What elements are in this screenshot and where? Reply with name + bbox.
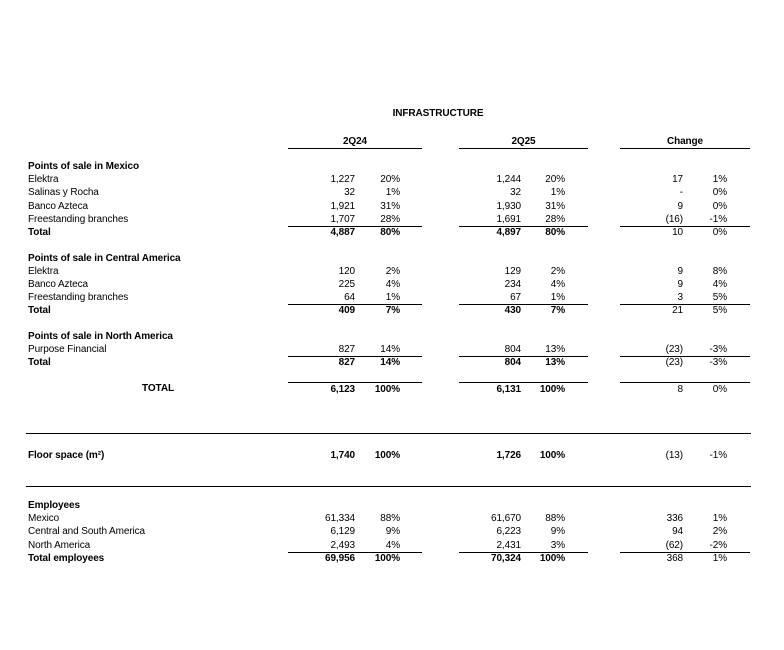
cell-value: 409 — [338, 305, 355, 316]
cell-value: 1,930 — [496, 200, 521, 212]
section-title: Points of sale in North America — [28, 331, 173, 342]
cell-percent: 9% — [385, 526, 400, 537]
cell-percent: 7% — [385, 305, 400, 316]
section-title: Employees — [28, 499, 80, 511]
cell-value: 1,707 — [330, 214, 355, 225]
cell-value: 430 — [504, 305, 521, 316]
cell-percent: -3% — [709, 344, 727, 355]
cell-value: 6,129 — [330, 526, 355, 537]
section-header-employees — [0, 499, 784, 512]
cell-percent: 100% — [539, 450, 565, 461]
row-label: Mexico — [28, 513, 60, 524]
row-label: Total — [28, 357, 51, 368]
cell-value: 368 — [666, 552, 683, 564]
row-label: Banco Azteca — [28, 200, 88, 212]
cell-value: 61,670 — [491, 513, 521, 524]
cell-percent: 0% — [712, 227, 727, 238]
cell-value: 61,334 — [325, 513, 355, 524]
cell-value: 70,324 — [491, 552, 521, 564]
cell-value: 94 — [672, 526, 683, 537]
cell-percent: 20% — [545, 174, 565, 185]
section-title: Points of sale in Mexico — [28, 160, 139, 172]
cell-value: (23) — [665, 344, 683, 355]
cell-percent: -1% — [709, 450, 727, 461]
section-header-central-america — [0, 252, 784, 265]
cell-value: 804 — [504, 344, 521, 355]
cell-value: 9 — [677, 279, 683, 290]
table-row — [0, 525, 784, 538]
cell-value: (62) — [665, 539, 683, 551]
total-row-mexico — [0, 226, 784, 239]
table-row — [0, 200, 784, 213]
cell-percent: 1% — [385, 187, 400, 198]
row-label: Elektra — [28, 266, 59, 277]
cell-percent: 7% — [550, 305, 565, 316]
cell-percent: 1% — [712, 174, 727, 185]
cell-percent: 1% — [385, 292, 400, 303]
cell-percent: 1% — [550, 187, 565, 198]
cell-percent: 31% — [545, 200, 565, 212]
cell-value: 1,740 — [330, 450, 355, 461]
column-header-2q24: 2Q24 — [288, 135, 422, 149]
table-row — [0, 539, 784, 552]
row-label: Elektra — [28, 174, 59, 185]
cell-percent: 14% — [380, 344, 400, 355]
cell-value: 8 — [677, 384, 683, 395]
cell-value: 2,431 — [496, 539, 521, 551]
row-label: Salinas y Rocha — [28, 187, 99, 198]
cell-percent: 100% — [539, 552, 565, 564]
cell-value: 1,726 — [496, 450, 521, 461]
row-label: Purpose Financial — [28, 344, 107, 355]
cell-percent: 3% — [550, 539, 565, 551]
table-row — [0, 173, 784, 186]
cell-percent: 9% — [550, 526, 565, 537]
row-label: North America — [28, 539, 91, 551]
cell-value: 1,227 — [330, 174, 355, 185]
column-header-change: Change — [620, 135, 750, 149]
total-row-north-america — [0, 356, 784, 369]
row-label: Freestanding branches — [28, 292, 129, 303]
cell-percent: 88% — [380, 513, 400, 524]
table-row — [0, 186, 784, 199]
cell-percent: 80% — [380, 227, 400, 238]
row-label: TOTAL — [142, 383, 174, 394]
grand-total-row — [0, 382, 784, 395]
cell-value: 9 — [677, 266, 683, 277]
cell-value: - — [679, 187, 683, 198]
cell-percent: 2% — [385, 266, 400, 277]
cell-percent: 20% — [380, 174, 400, 185]
table-row — [0, 278, 784, 291]
cell-value: 225 — [338, 279, 355, 290]
cell-value: 6,223 — [496, 526, 521, 537]
cell-value: 827 — [338, 344, 355, 355]
cell-percent: 1% — [550, 292, 565, 303]
cell-value: 129 — [504, 266, 521, 277]
total-row-central-america — [0, 304, 784, 317]
cell-percent: 2% — [550, 266, 565, 277]
cell-value: 4,887 — [330, 227, 355, 238]
row-label: Central and South America — [28, 526, 146, 537]
cell-percent: 100% — [539, 384, 565, 395]
cell-percent: 0% — [712, 384, 727, 395]
cell-value: (23) — [665, 357, 683, 368]
cell-value: 64 — [344, 292, 355, 303]
cell-value: 120 — [338, 266, 355, 277]
column-header-row — [0, 135, 784, 148]
cell-value: 9 — [677, 200, 683, 212]
cell-percent: 100% — [374, 450, 400, 461]
cell-percent: 5% — [712, 292, 727, 303]
cell-percent: -2% — [709, 539, 727, 551]
table-row — [0, 512, 784, 525]
cell-percent: 8% — [712, 266, 727, 277]
cell-value: 32 — [510, 187, 521, 198]
cell-percent: 1% — [712, 513, 727, 524]
row-label: Banco Azteca — [28, 279, 88, 290]
section-header-mexico — [0, 160, 784, 173]
cell-value: 6,131 — [496, 384, 521, 395]
total-employees-row — [0, 552, 784, 565]
floor-space-row — [0, 449, 784, 462]
cell-percent: 0% — [712, 187, 727, 198]
cell-percent: 28% — [545, 214, 565, 225]
row-label: Total — [28, 305, 51, 316]
cell-percent: 14% — [380, 357, 400, 368]
cell-value: 1,244 — [496, 174, 521, 185]
row-label: Total — [28, 227, 51, 238]
cell-value: 2,493 — [330, 539, 355, 551]
cell-value: 3 — [677, 292, 683, 303]
cell-percent: 5% — [712, 305, 727, 316]
cell-value: (13) — [665, 450, 683, 461]
divider-line — [26, 486, 751, 487]
cell-value: (16) — [665, 214, 683, 225]
cell-value: 21 — [672, 305, 683, 316]
cell-percent: 31% — [380, 200, 400, 212]
cell-value: 17 — [672, 174, 683, 185]
table-row — [0, 265, 784, 278]
row-label: Total employees — [28, 552, 105, 564]
cell-percent: 2% — [712, 526, 727, 537]
divider-line — [26, 433, 751, 434]
cell-value: 4,897 — [496, 227, 521, 238]
table-row — [0, 291, 784, 304]
cell-percent: 88% — [545, 513, 565, 524]
cell-percent: 1% — [712, 552, 727, 564]
cell-value: 1,921 — [330, 200, 355, 212]
cell-percent: 0% — [712, 200, 727, 212]
cell-percent: 28% — [380, 214, 400, 225]
cell-percent: 80% — [545, 227, 565, 238]
table-row — [0, 213, 784, 226]
cell-value: 67 — [510, 292, 521, 303]
column-header-2q25: 2Q25 — [459, 135, 588, 149]
row-label: Freestanding branches — [28, 214, 129, 225]
cell-value: 804 — [504, 357, 521, 368]
cell-value: 10 — [672, 227, 683, 238]
cell-value: 32 — [344, 187, 355, 198]
row-label: Floor space (m²) — [28, 450, 105, 461]
table-row — [0, 343, 784, 356]
cell-value: 336 — [666, 513, 683, 524]
cell-percent: 4% — [712, 279, 727, 290]
cell-percent: -1% — [709, 214, 727, 225]
cell-value: 69,956 — [325, 552, 355, 564]
cell-percent: -3% — [709, 357, 727, 368]
cell-percent: 100% — [374, 552, 400, 564]
cell-value: 6,123 — [330, 384, 355, 395]
section-title: Points of sale in Central America — [28, 253, 181, 264]
cell-percent: 4% — [385, 539, 400, 551]
cell-percent: 13% — [545, 357, 565, 368]
cell-percent: 100% — [374, 384, 400, 395]
cell-value: 234 — [504, 279, 521, 290]
cell-value: 827 — [338, 357, 355, 368]
section-header-north-america — [0, 330, 784, 343]
cell-percent: 4% — [385, 279, 400, 290]
cell-percent: 4% — [550, 279, 565, 290]
cell-value: 1,691 — [496, 214, 521, 225]
page-title: INFRASTRUCTURE — [392, 108, 484, 119]
cell-percent: 13% — [545, 344, 565, 355]
